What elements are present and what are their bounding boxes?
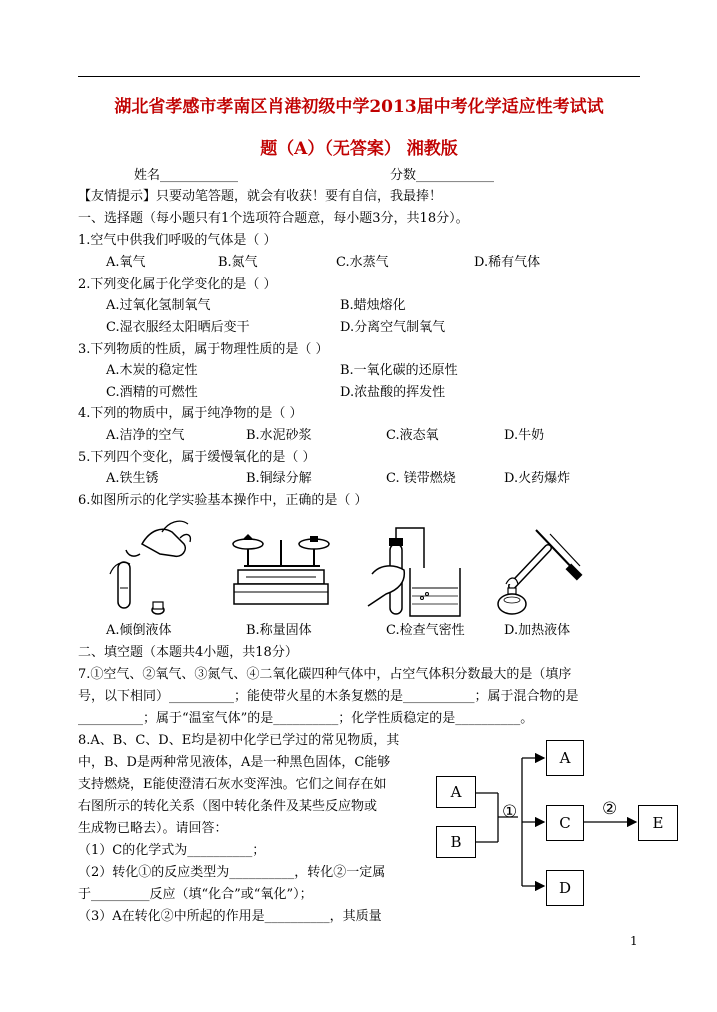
doc-title-line2: 题（A）（无答案） 湘教版 — [260, 139, 458, 159]
question-3-option-d: D.浓盐酸的挥发性 — [340, 385, 446, 400]
diagram-box-a: A — [436, 776, 476, 808]
diagram-box-c: C — [546, 805, 584, 841]
question-4-stem: 4.下列的物质中，属于纯净物的是（ ） — [78, 406, 303, 421]
question-1-option-b: B.氮气 — [218, 255, 258, 270]
question-4-option-c: C.液态氧 — [386, 428, 439, 443]
score-field-label: 分数____________ — [390, 168, 495, 183]
header-rule — [78, 76, 640, 77]
question-5-stem: 5.下列四个变化，属于缓慢氧化的是（ ） — [78, 450, 316, 465]
question-2-option-a: A.过氧化氢制氧气 — [106, 298, 211, 313]
question-2-stem: 2.下列变化属于化学变化的是（ ） — [78, 277, 277, 292]
question-8-line3: 支持燃烧，E能使澄清石灰水变浑浊。它们之间存在如 — [78, 777, 387, 792]
question-3-option-b: B.一氧化碳的还原性 — [340, 363, 458, 378]
question-1-option-c: C.水蒸气 — [336, 255, 389, 270]
question-4-option-a: A.洁净的空气 — [106, 428, 185, 443]
question-3-stem: 3.下列物质的性质，属于物理性质的是（ ） — [78, 342, 329, 357]
question-8-line4: 右图所示的转化关系（图中转化条件及某些反应物或 — [78, 799, 378, 814]
question-3-option-a: A.木炭的稳定性 — [106, 363, 198, 378]
page-number: 1 — [630, 934, 638, 948]
diagram-box-b: B — [436, 826, 476, 858]
diagram-arrow-label-2: ② — [602, 799, 618, 819]
question-8-line1: 8.A、B、C、D、E均是初中化学已学过的常见物质，其 — [78, 733, 400, 748]
question-4-option-b: B.水泥砂浆 — [246, 428, 312, 443]
question-4-option-d: D.牛奶 — [504, 428, 545, 443]
airtightness-check-figure — [364, 524, 474, 620]
question-7-line2: 号，以下相同）__________；能使带火星的木条复燃的是___________；属于混合物的是 — [78, 689, 579, 704]
balance-scale-figure — [232, 530, 332, 616]
question-1-option-a: A.氧气 — [106, 255, 146, 270]
question-8-line5: 生成物已略去）。请回答： — [78, 821, 228, 836]
question-2-option-b: B.蜡烛熔化 — [340, 298, 406, 313]
question-8-line2: 中，B、D是两种常见液体，A是一种黑色固体，C能够 — [78, 755, 391, 770]
heating-liquid-figure — [492, 526, 592, 616]
doc-title-line1: 湖北省孝感市孝南区肖港初级中学2013届中考化学适应性考试试 — [114, 97, 604, 117]
question-5-option-d: D.火药爆炸 — [504, 471, 571, 486]
pouring-liquid-figure — [100, 514, 210, 620]
diagram-box-e: E — [638, 805, 678, 841]
diagram-arrow-label-1: ① — [502, 802, 518, 822]
diagram-box-d: D — [546, 870, 584, 906]
question-1-option-d: D.稀有气体 — [474, 255, 541, 270]
question-3-option-c: C.酒精的可燃性 — [106, 385, 198, 400]
question-6-stem: 6.如图所示的化学实验基本操作中，正确的是（ ） — [78, 493, 368, 508]
question-8-sub2-cont: 于_________反应（填“化合”或“氧化”）； — [78, 887, 313, 902]
question-5-option-a: A.铁生锈 — [106, 471, 159, 486]
name-field-label: 姓名____________ — [134, 168, 239, 183]
question-6-option-a: A.倾倒液体 — [106, 623, 172, 638]
question-2-option-d: D.分离空气制氧气 — [340, 320, 446, 335]
question-5-option-c: C. 镁带燃烧 — [386, 471, 456, 486]
question-7-line3: __________；属于“温室气体”的是__________；化学性质稳定的是__________。 — [78, 711, 534, 726]
section2-heading: 二、填空题（本题共4小题，共18分） — [78, 645, 298, 660]
section1-heading: 一、选择题（每小题只有1个选项符合题意，每小题3分，共18分）。 — [78, 211, 469, 226]
question-8-sub1: （1）C的化学式为__________； — [78, 843, 266, 858]
question-8-sub2: （2）转化①的反应类型为__________，转化②一定属 — [78, 865, 386, 880]
question-2-option-c: C.湿衣服经太阳晒后变干 — [106, 320, 250, 335]
question-1-stem: 1.空气中供我们呼吸的气体是（ ） — [78, 233, 277, 248]
question-6-option-b: B.称量固体 — [246, 623, 312, 638]
question-6-option-c: C.检查气密性 — [386, 623, 465, 638]
question-5-option-b: B.铜绿分解 — [246, 471, 312, 486]
question-6-option-d: D.加热液体 — [504, 623, 571, 638]
friendly-tip: 【友情提示】只要动笔答题，就会有收获！要有自信，我最捧！ — [78, 189, 443, 204]
question-8-sub3: （3）A在转化②中所起的作用是__________，其质量 — [78, 909, 382, 924]
question-7-line1: 7.①空气、②氧气、③氮气、④二氧化碳四种气体中，占空气体积分数最大的是（填序 — [78, 667, 572, 682]
diagram-box-a-product: A — [546, 740, 584, 776]
